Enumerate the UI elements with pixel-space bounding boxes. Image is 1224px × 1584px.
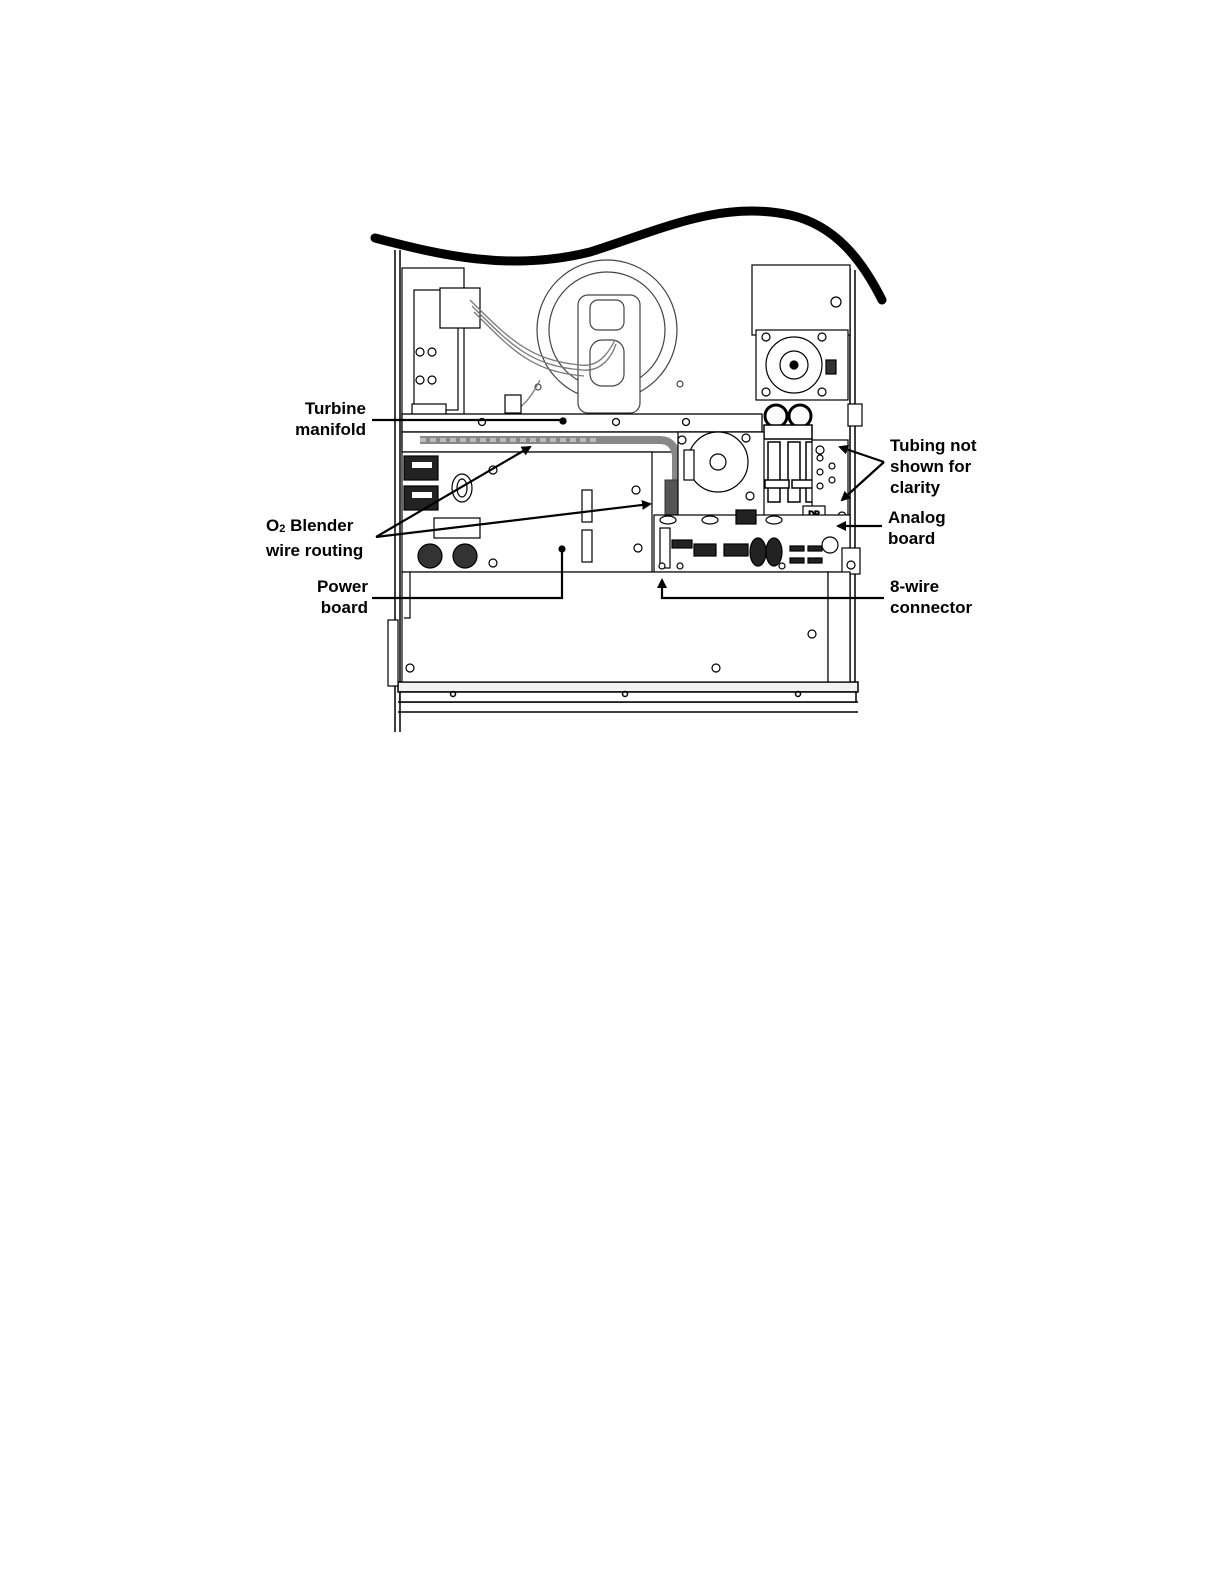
tubing-label-line1: Tubing not xyxy=(890,436,977,455)
lower-panel xyxy=(388,572,850,686)
analog-board-label-line2: board xyxy=(888,529,936,548)
turbine-housing xyxy=(535,260,683,413)
power-board-label-line2: board xyxy=(320,598,368,617)
control-board xyxy=(654,510,850,572)
right-top-motor-block xyxy=(752,265,850,400)
o2-blender-subscript: 2 xyxy=(279,523,286,535)
small-connector xyxy=(505,395,521,413)
tubing-label-line2: shown for xyxy=(890,457,972,476)
eight-wire-label-line1: 8-wire xyxy=(890,577,940,596)
turbine-manifold-label xyxy=(262,398,366,440)
o2-blender-o: O xyxy=(266,516,280,535)
tubing-not-shown-label xyxy=(890,435,1000,498)
turbine-manifold-label-line2: manifold xyxy=(295,420,366,439)
o2-blender-label-line1 xyxy=(266,515,376,540)
o2-blender-rest: Blender xyxy=(285,516,354,535)
turbine-manifold-label-line1: Turbine xyxy=(304,399,366,418)
valve-fittings xyxy=(764,405,818,502)
o2-blender-label xyxy=(266,515,376,561)
power-board xyxy=(402,452,652,572)
analog-board-label-line1: Analog xyxy=(888,508,946,527)
power-board-label-line1: Power xyxy=(316,577,368,596)
turbine-motor xyxy=(678,432,764,516)
analog-board-label xyxy=(888,507,978,549)
o2-blender-label-line2: wire routing xyxy=(266,541,364,560)
tubing-label-line3: clarity xyxy=(890,478,941,497)
eight-wire-label-line2: connector xyxy=(890,598,973,617)
power-board-label xyxy=(266,576,368,618)
eight-wire-connector-label xyxy=(890,576,990,618)
